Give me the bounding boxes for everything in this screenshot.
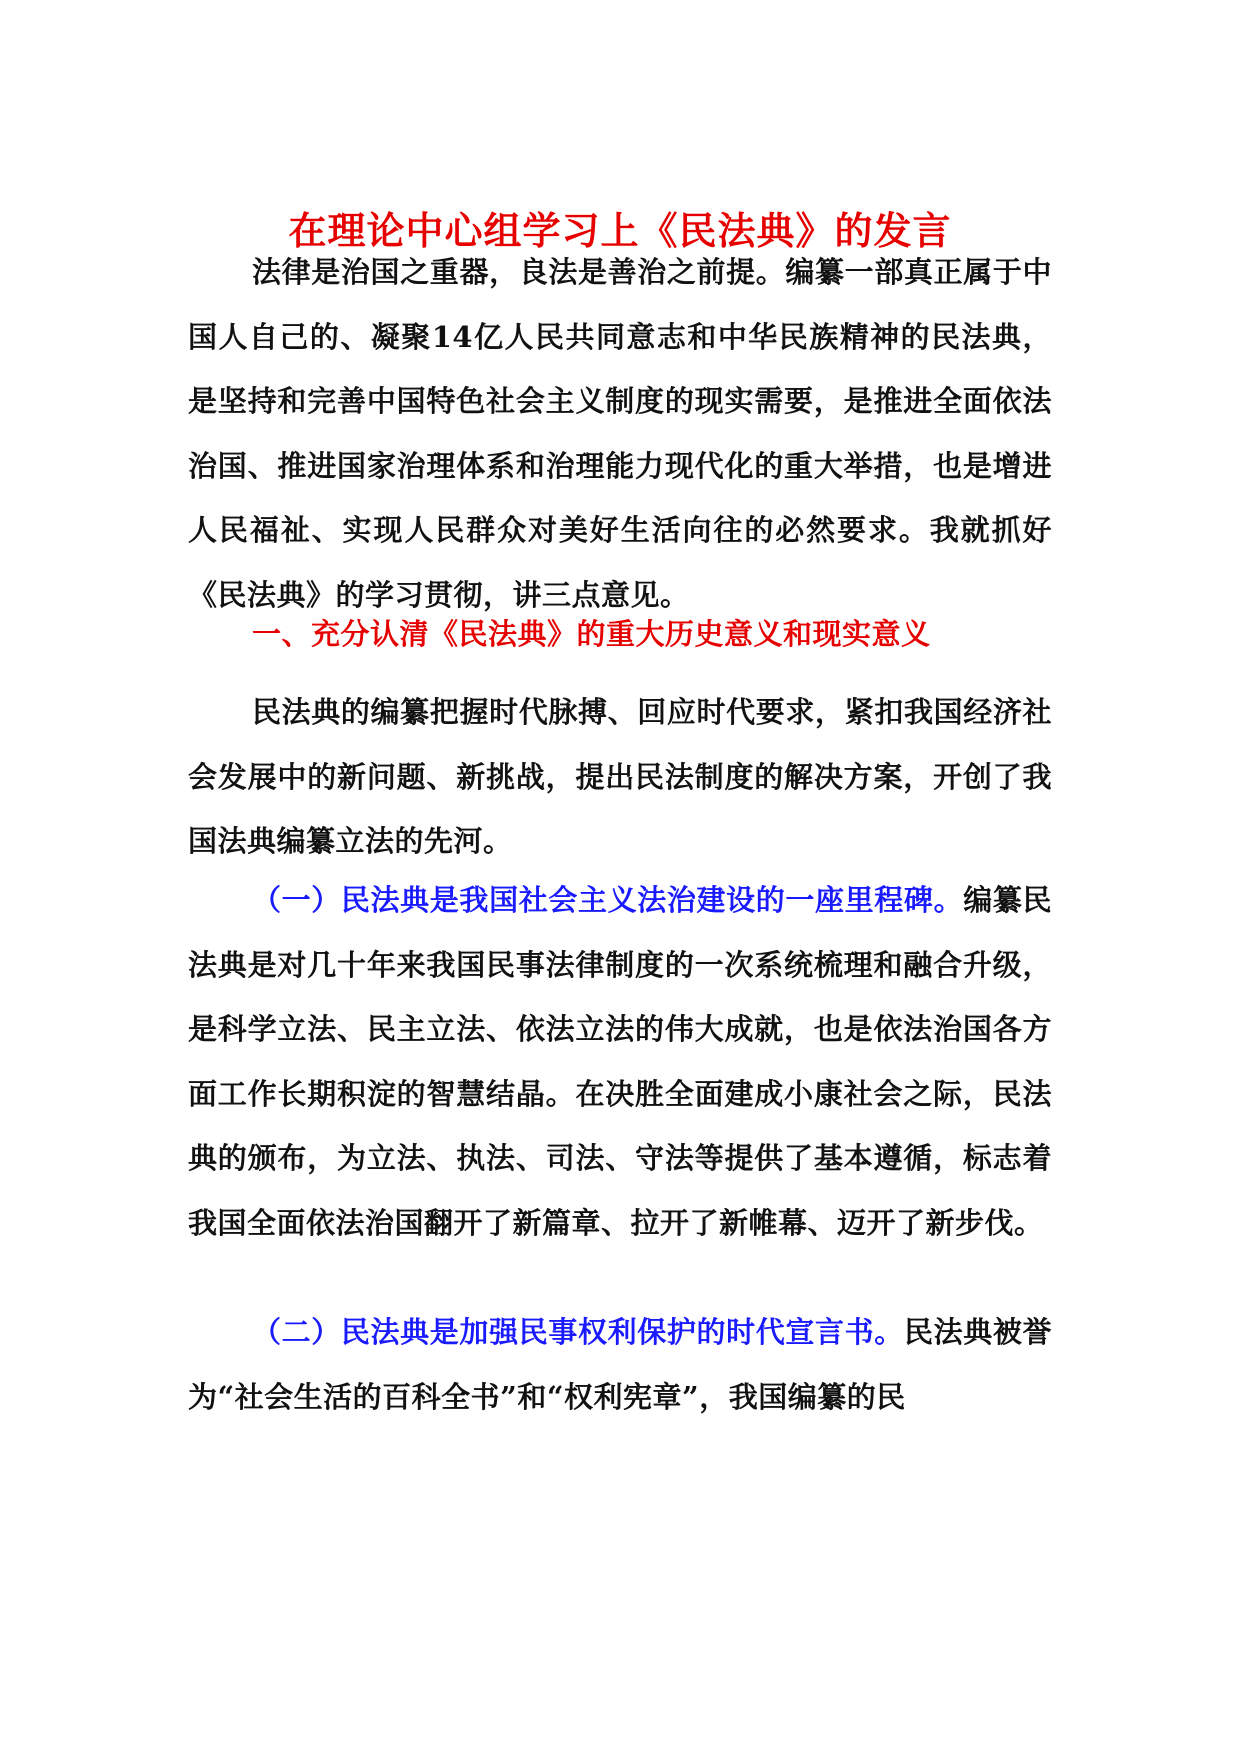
intro-paragraph: 法律是治国之重器，良法是善治之前提。编纂一部真正属于中国人自己的、凝聚14亿人民共同意志和中华民族精神的民法典，是坚持和完善中国特色社会主义制度的现实需要，是推进全面依法治国、推进国家治理体系和治理能力现代化的重大举措，也是增进人民福祉、实现人民群众对美好生活向往的必然要求。我就抓好《民法典》的学习贯彻，讲三点意见。: [188, 255, 1052, 612]
point-2-body: 民法典被誉为“社会生活的百科全书”和“权利宪章”，我国编纂的民: [188, 1315, 1052, 1414]
document-title: 在理论中心组学习上《民法典》的发言: [288, 208, 952, 253]
point-1-heading: （一）民法典是我国社会主义法治建设的一座里程碑。: [252, 883, 964, 917]
point-2-paragraph: [188, 1300, 1052, 1429]
section-intro-paragraph: 民法典的编纂把握时代脉搏、回应时代要求，紧扣我国经济社会发展中的新问题、新挑战，提出民法制度的解决方案，开创了我国法典编纂立法的先河。: [188, 695, 1052, 859]
point-1-body: 编纂民法典是对几十年来我国民事法律制度的一次系统梳理和融合升级，是科学立法、民主立法、依法立法的伟大成就，也是依法治国各方面工作长期积淀的智慧结晶。在决胜全面建成小康社会之际，民法典的颁布，为立法、执法、司法、守法等提供了基本遵循，标志着我国全面依法治国翻开了新篇章、拉开了新帷幕、迈开了新步伐。: [188, 883, 1052, 1240]
section-heading-1: 一、充分认清《民法典》的重大历史意义和现实意义: [252, 617, 931, 651]
point-1-paragraph: [188, 868, 1052, 1256]
point-2-heading: （二）民法典是加强民事权利保护的时代宣言书。: [252, 1315, 904, 1349]
